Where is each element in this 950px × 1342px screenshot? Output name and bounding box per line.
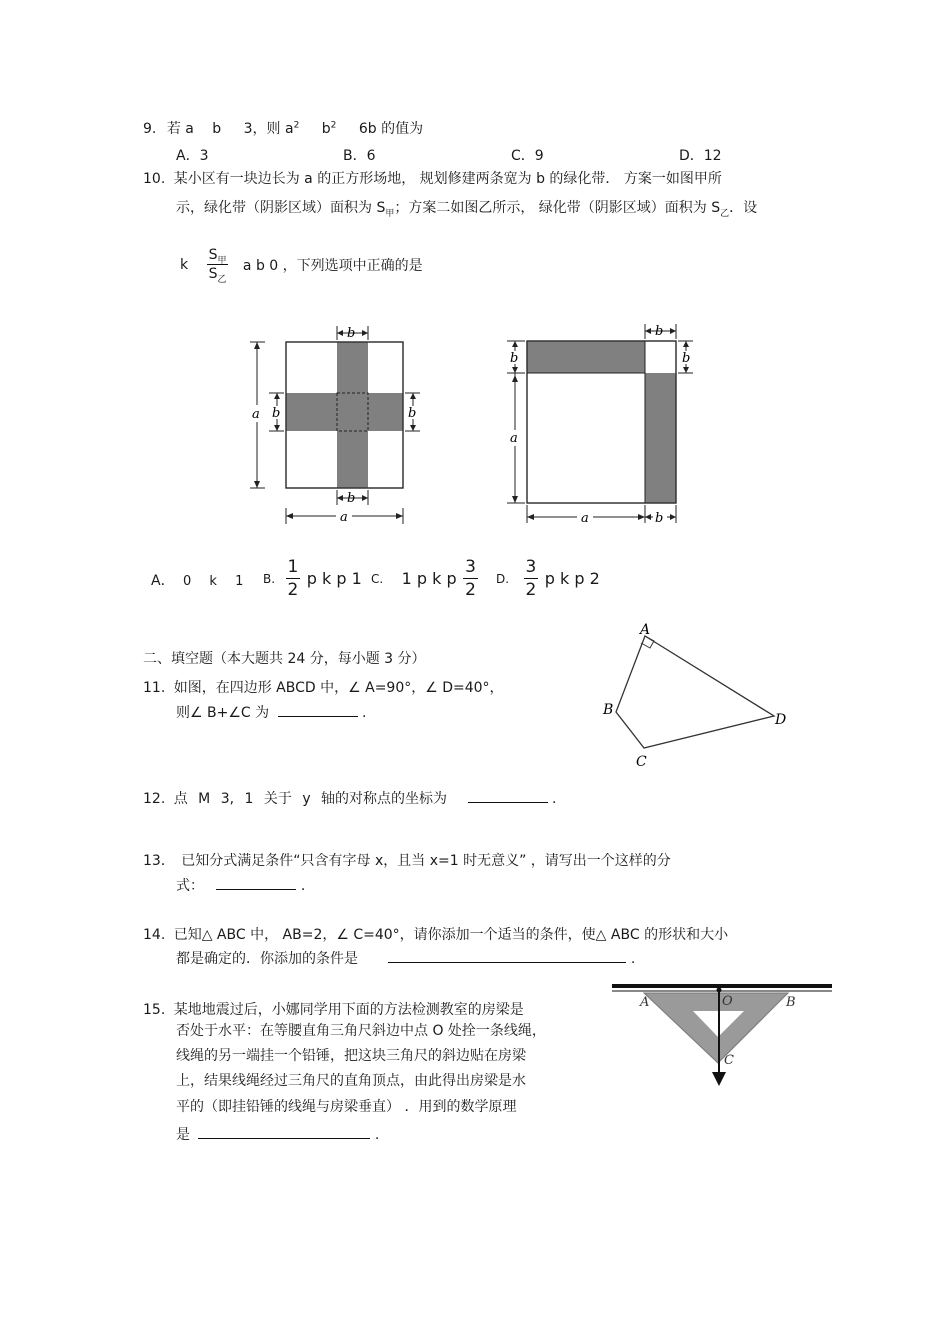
- q10-line2-sub1: 甲: [385, 208, 395, 219]
- q12-line: [143, 788, 556, 808]
- q10-option-d-frac: $\frac{3}{2}$: [525, 557, 537, 600]
- q10-option-b: [263, 556, 362, 601]
- q10-fig-jia-a-left: a: [252, 407, 260, 422]
- q14-number: 14.: [143, 927, 166, 943]
- q11-line2-end: .: [362, 705, 367, 721]
- q10-option-b-frac: $\frac{1}{2}$: [287, 557, 299, 600]
- q10-line1: [143, 170, 722, 188]
- q10-option-d: [496, 556, 600, 601]
- q15-line6: [176, 1124, 379, 1144]
- q10-option-b-label: B.: [263, 571, 276, 586]
- q15-label-b: B: [786, 995, 796, 1010]
- q10-option-a-text: 0 k 1: [183, 574, 244, 589]
- q13-line1-text: 已知分式满足条件“只含有字母 x，且当 x=1 时无意义” ，请写出一个这样的分: [181, 853, 671, 869]
- q15-line1: [143, 1001, 524, 1019]
- q10-k: k: [180, 256, 189, 273]
- section2-title: 二、填空题（本大题共 24 分，每小题 3 分）: [143, 651, 426, 667]
- q12-answer-blank[interactable]: [468, 788, 548, 803]
- q11-line1: [143, 679, 504, 697]
- q15-line6-text: 是: [176, 1127, 190, 1143]
- q11-label-b: B: [603, 702, 614, 718]
- q10-fig-jia-a-bottom: a: [340, 510, 348, 525]
- q10-frac-num: $S_甲$: [208, 247, 227, 266]
- q9-option-c: C．9: [511, 148, 544, 164]
- q10-fig-yi-a-bottom: a: [581, 511, 589, 526]
- q10-frac-den: $S_乙$: [208, 266, 227, 285]
- q10-line1-text: 某小区有一块边长为 a 的正方形场地， 规划修建两条宽为 b 的绿化带． 方案一如图甲所: [173, 171, 722, 187]
- q14-line1-text: 已知△ ABC 中， AB=2，∠ C=40°，请你添加一个适当的条件，使△ ABC 的形状和大小: [173, 927, 729, 943]
- q13-line2-end: .: [300, 878, 306, 894]
- q9-stem: [143, 120, 423, 138]
- q10-option-d-label: D.: [496, 571, 510, 586]
- q10-option-c: [371, 556, 480, 601]
- q10-option-c-pre: 1 p k p: [401, 569, 457, 588]
- q11-label-d: D: [775, 712, 787, 728]
- q11-line1-text: 如图，在四边形 ABCD 中，∠ A=90°，∠ D=40°，: [173, 680, 504, 696]
- q10-option-c-label: C.: [371, 571, 384, 586]
- q9-number: 9.: [143, 121, 157, 137]
- q13-answer-blank[interactable]: [216, 875, 296, 890]
- q9-stem-b: b: [212, 121, 222, 137]
- q10-fig-jia-b-right: b: [408, 406, 417, 421]
- q10-fig-yi-b-bottom: b: [655, 511, 664, 526]
- q10-line2-prefix: 示，绿化带（阴影区域）面积为 S: [176, 200, 386, 216]
- q14-line2-text: 都是确定的．你添加的条件是: [176, 951, 358, 967]
- q10-condition: a b 0 ，下列选项中正确的是: [242, 257, 423, 274]
- q10-option-c-frac: $\frac{3}{2}$: [465, 557, 476, 600]
- q9-stem-b2: b: [321, 121, 331, 137]
- q10-figure-yi: [495, 320, 705, 530]
- q15-line2: 否处于水平：在等腰直角三角尺斜边中点 O 处拴一条线绳，: [176, 1023, 546, 1039]
- q10-fig-yi-b-left: b: [510, 351, 519, 366]
- q12-text: 点 M 3, 1 关于 y 轴的对称点的坐标为: [173, 791, 448, 807]
- q11-answer-blank[interactable]: [278, 702, 358, 717]
- q10-line2: [176, 199, 757, 217]
- q10-option-d-rest: p k p 2: [544, 569, 600, 588]
- q10-line2-mid: ；方案二如图乙所示， 绿化带（阴影区域）面积为 S: [394, 200, 721, 216]
- q9-option-a: A．3: [176, 148, 209, 164]
- q10-k-formula: [180, 246, 423, 283]
- q12-number: 12.: [143, 791, 166, 807]
- q15-label-c: C: [724, 1053, 734, 1068]
- q15-label-o: O: [722, 994, 733, 1009]
- q10-figure-jia: [240, 320, 440, 530]
- q14-line1: [143, 926, 728, 944]
- q9-sup1: 2: [293, 120, 300, 131]
- q14-line2: [176, 948, 635, 968]
- q10-option-a-label: A．: [151, 573, 175, 589]
- q9-option-b: B．6: [343, 148, 376, 164]
- q15-answer-blank[interactable]: [198, 1124, 370, 1139]
- q13-number: 13．: [143, 853, 175, 869]
- q10-fig-jia-b-bottom: b: [347, 491, 356, 506]
- q10-fig-jia-b-top: b: [347, 326, 356, 341]
- q10-k-fraction: [207, 246, 229, 283]
- q10-option-b-rest: p k p 1: [306, 569, 362, 588]
- q14-answer-blank[interactable]: [388, 948, 626, 963]
- q15-number: 15.: [143, 1002, 166, 1018]
- q11-label-c: C: [636, 754, 647, 770]
- q9-stem-end: 6b 的值为: [358, 121, 424, 137]
- q10-fig-jia-b-left: b: [272, 406, 281, 421]
- q10-fig-yi-b-top: b: [655, 324, 664, 339]
- q15-line4: 上，结果线绳经过三角尺的直角顶点，由此得出房梁是水: [176, 1073, 526, 1089]
- q15-line3: 线绳的另一端挂一个铅锤，把这块三角尺的斜边贴在房梁: [176, 1048, 526, 1064]
- q9-stem-prefix: 若 a: [166, 121, 194, 137]
- q11-line2-text: 则∠ B+∠C 为: [176, 705, 270, 721]
- q15-label-a: A: [640, 995, 650, 1010]
- q11-figure: [598, 622, 798, 772]
- q11-label-a: A: [640, 622, 651, 638]
- q15-line6-end: .: [374, 1127, 380, 1143]
- q15-line5: 平的（即挂铅锤的线绳与房梁垂直） ．用到的数学原理: [176, 1099, 517, 1115]
- q10-line2-sub2: 乙: [720, 208, 730, 219]
- q15-line1-text: 某地地震过后，小娜同学用下面的方法检测教室的房梁是: [173, 1002, 524, 1018]
- q13-line1: [143, 852, 671, 870]
- q9-stem-3: 3，则 a: [243, 121, 294, 137]
- q9-sup2: 2: [330, 120, 337, 131]
- q13-line2-text: 式：: [176, 878, 204, 894]
- q10-number: 10.: [143, 171, 166, 187]
- q14-line2-end: .: [630, 951, 636, 967]
- q10-fig-yi-a-left: a: [510, 431, 518, 446]
- q10-line2-end: ．设: [729, 200, 758, 216]
- q15-figure: [608, 978, 836, 1093]
- q10-option-a: [151, 570, 243, 590]
- q10-fig-yi-b-right: b: [682, 351, 691, 366]
- q13-line2: [176, 875, 305, 895]
- q11-number: 11.: [143, 680, 166, 696]
- q9-option-d: D．12: [679, 148, 722, 164]
- q11-line2: [176, 702, 366, 722]
- q12-end: .: [551, 791, 557, 807]
